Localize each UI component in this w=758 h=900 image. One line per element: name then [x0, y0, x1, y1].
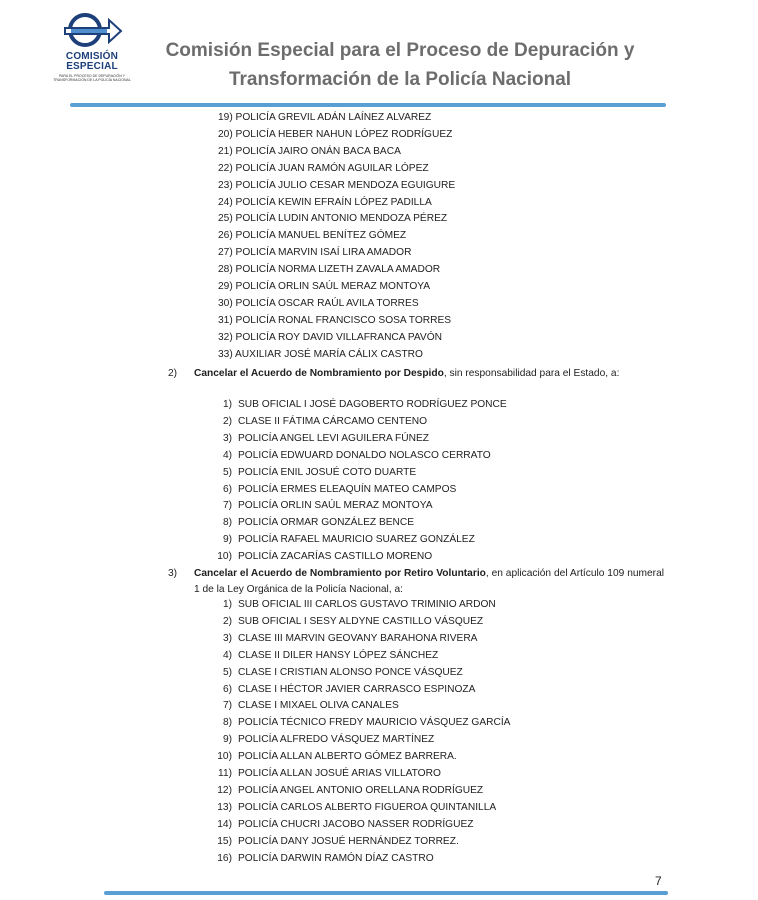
list-item-text: POLICÍA ANGEL LEVI AGUILERA FÚNEZ [238, 432, 429, 444]
list-item-text: POLICÍA DARWIN RAMÓN DÍAZ CASTRO [238, 852, 434, 864]
list-item-number: 6) [222, 483, 232, 495]
list-item: 29) POLICÍA ORLIN SAÚL MERAZ MONTOYA [218, 281, 431, 292]
list-item-text: CLASE I HÉCTOR JAVIER CARRASCO ESPINOZA [238, 683, 476, 695]
list-item: 19) POLICÍA GREVIL ADÁN LAÍNEZ ALVAREZ [218, 112, 432, 123]
list-item [206, 649, 438, 663]
list-item: 28) POLICÍA NORMA LIZETH ZAVALA AMADOR [218, 264, 441, 276]
list-item-number: 4) [222, 649, 232, 661]
list-item [206, 683, 475, 697]
section-3-number: 3) [168, 568, 178, 579]
list-item-text: SUB OFICIAL I SESY ALDYNE CASTILLO VÁSQUEZ [238, 615, 484, 627]
list-item [206, 598, 496, 612]
section-3-text [194, 566, 664, 598]
list-item [206, 516, 414, 530]
list-item-text: POLICÍA EDWUARD DONALDO NOLASCO CERRATO [238, 449, 491, 461]
list-item-text: CLASE I CRISTIAN ALONSO PONCE VÁSQUEZ [238, 666, 463, 678]
list-item-number: 1) [222, 399, 232, 410]
list-item-number: 12) [217, 784, 232, 796]
section-3-bold: Cancelar el Acuerdo de Nombramiento por Retiro Voluntario [194, 568, 486, 579]
list-item-number: 11) [218, 768, 232, 779]
list-item-text: POLICÍA ALLAN JOSUÉ ARIAS VILLATORO [238, 768, 441, 779]
logo-emblem-icon [61, 8, 123, 52]
list-item-text: POLICÍA ALFREDO VÁSQUEZ MARTÍNEZ [238, 734, 435, 746]
list-item-number: 3) [222, 432, 232, 444]
list-item-number: 4) [222, 449, 232, 461]
list-item-number: 10) [217, 551, 232, 563]
list-item [206, 835, 459, 849]
list-item: 26) POLICÍA MANUEL BENÍTEZ GÓMEZ [218, 230, 407, 242]
list-item: 30) POLICÍA OSCAR RAÚL AVILA TORRES [218, 297, 419, 309]
list-item-number: 5) [222, 666, 232, 678]
list-item-number: 3) [222, 632, 232, 644]
list-item-number: 5) [222, 466, 232, 478]
logo-title-line1: COMISIÓN [65, 51, 119, 62]
document-title [140, 36, 660, 94]
footer-divider [104, 891, 668, 895]
header-divider [70, 103, 666, 107]
list-item-text: CLASE II FÁTIMA CÁRCAMO CENTENO [238, 415, 428, 427]
list-item [206, 818, 473, 832]
page-number: 7 [655, 874, 662, 888]
list-item-number: 14) [217, 818, 232, 830]
list-item-number: 2) [222, 415, 232, 427]
document-title-line1: Comisión Especial para el Proceso de Depuración y [165, 40, 635, 61]
list-item-number: 2) [222, 615, 232, 627]
list-item: 21) POLICÍA JAIRO ONÁN BACA BACA [218, 145, 401, 157]
list-item: 20) POLICÍA HEBER NAHUN LÓPEZ RODRÍGUEZ [218, 128, 453, 140]
list-item-text: SUB OFICIAL I JOSÉ DAGOBERTO RODRÍGUEZ PONCE [238, 399, 507, 410]
section-2-number: 2) [168, 368, 178, 379]
list-item [206, 415, 427, 429]
section-3-rest: , en aplicación del Artículo 109 numeral 1 de la Ley Orgánica de la Policía Nacional, a: [194, 568, 664, 595]
document-title-line2: Transformación de la Policía Nacional [228, 69, 572, 90]
list-item-number: 7) [222, 700, 232, 712]
list-item [206, 733, 434, 747]
list-item [206, 852, 434, 866]
section-2-text [194, 366, 664, 382]
list-item [206, 483, 456, 497]
list-item-number: 1) [222, 599, 232, 610]
section-2-heading [168, 366, 664, 382]
list-item-text: POLICÍA ERMES ELEAQUÍN MATEO CAMPOS [238, 483, 457, 495]
logo-title-line2: ESPECIAL [66, 61, 118, 72]
list-item-number: 16) [217, 852, 232, 864]
list-item [206, 432, 429, 446]
list-item [206, 784, 483, 798]
list-item [206, 499, 433, 513]
list-item-number: 9) [222, 534, 232, 546]
list-item: 25) POLICÍA LUDIN ANTONIO MENDOZA PÉREZ [218, 213, 448, 225]
list-item-text: POLICÍA CARLOS ALBERTO FIGUEROA QUINTANILLA [238, 801, 497, 813]
list-item: 23) POLICÍA JULIO CESAR MENDOZA EGUIGURE [218, 179, 456, 191]
list-item-text: SUB OFICIAL III CARLOS GUSTAVO TRIMINIO ARDON [238, 599, 496, 610]
list-item [206, 615, 483, 629]
list-item-text: POLICÍA ZACARÍAS CASTILLO MORENO [238, 551, 433, 563]
list-item [206, 398, 507, 412]
list-item [206, 466, 416, 480]
list-item [206, 801, 496, 815]
list-item [206, 699, 399, 713]
document-header [0, 0, 758, 110]
list-item: 22) POLICÍA JUAN RAMÓN AGUILAR LÓPEZ [218, 162, 429, 174]
list-item-text: POLICÍA CHUCRI JACOBO NASSER RODRÍGUEZ [238, 818, 474, 830]
list-item: 24) POLICÍA KEWIN EFRAÍN LÓPEZ PADILLA [218, 196, 432, 208]
list-item: 32) POLICÍA ROY DAVID VILLAFRANCA PAVÓN [218, 331, 443, 343]
list-item-text: CLASE III MARVIN GEOVANY BARAHONA RIVERA [238, 632, 478, 644]
list-item-text: POLICÍA RAFAEL MAURICIO SUAREZ GONZÁLEZ [238, 534, 475, 546]
list-item-number: 7) [222, 500, 232, 512]
list-item-text: CLASE I MIXAEL OLIVA CANALES [238, 700, 399, 712]
list-item [206, 533, 475, 547]
list-item-number: 13) [217, 801, 232, 813]
section-2-bold: Cancelar el Acuerdo de Nombramiento por Despido [194, 368, 444, 379]
section-2-rest: , sin responsabilidad para el Estado, a: [443, 368, 620, 379]
list-item: 33) AUXILIAR JOSÉ MARÍA CÁLIX CASTRO [218, 348, 423, 360]
list-item [206, 750, 457, 764]
list-item [206, 550, 432, 564]
list-item-number: 15) [217, 835, 232, 847]
list-item [206, 632, 477, 646]
list-item-text: POLICÍA ORLIN SAÚL MERAZ MONTOYA [238, 500, 433, 512]
list-item-text: POLICÍA TÉCNICO FREDY MAURICIO VÁSQUEZ GARCÍA [238, 717, 511, 729]
list-item: 31) POLICÍA RONAL FRANCISCO SOSA TORRES [218, 314, 452, 326]
logo-subtitle: PARA EL PROCESO DE DEPURACIÓN Y TRANSFORMACIÓN DE LA POLICÍA NACIONAL [53, 74, 131, 82]
section-3-heading [168, 566, 664, 598]
list-item-text: CLASE II DILER HANSY LÓPEZ SÁNCHEZ [238, 649, 439, 661]
list-item-number: 10) [217, 751, 232, 763]
list-item-number: 8) [222, 717, 232, 729]
list-item-text: POLICÍA ALLAN ALBERTO GÓMEZ BARRERA. [238, 751, 457, 763]
list-item-text: POLICÍA DANY JOSUÉ HERNÁNDEZ TORREZ. [238, 835, 459, 847]
list-item-number: 9) [222, 734, 232, 746]
list-item-text: POLICÍA ANGEL ANTONIO ORELLANA RODRÍGUEZ [238, 784, 484, 796]
list-item [206, 666, 463, 680]
list-item-number: 8) [222, 517, 232, 529]
list-item [206, 767, 441, 781]
list-item [206, 449, 491, 463]
commission-logo [52, 8, 132, 100]
list-item-text: POLICÍA ENIL JOSUÉ COTO DUARTE [238, 466, 417, 478]
list-item-text: POLICÍA ORMAR GONZÁLEZ BENCE [238, 517, 415, 529]
list-item: 27) POLICÍA MARVIN ISAÍ LIRA AMADOR [218, 247, 412, 259]
list-item-number: 6) [222, 683, 232, 695]
list-item [206, 716, 510, 730]
